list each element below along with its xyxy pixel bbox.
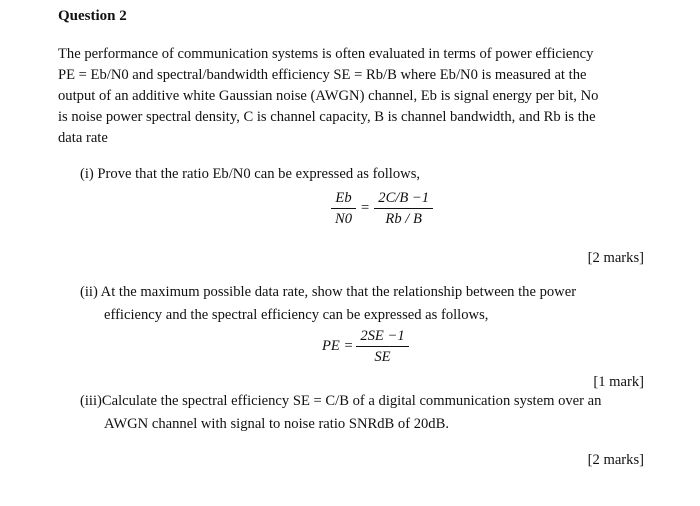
n0-denominator: N0 <box>335 211 353 227</box>
part-i-marks: [2 marks] <box>587 250 644 266</box>
pe-lhs: PE = <box>322 338 354 354</box>
intro-line-1: The performance of communication systems is often evaluated in terms of power efficiency <box>58 46 594 62</box>
pe-denominator: SE <box>374 349 391 365</box>
intro-line-2: PE = Eb/N0 and spectral/bandwidth efficiency SE = Rb/B where Eb/N0 is measured at the <box>58 67 587 83</box>
equals-sign: = <box>361 200 370 216</box>
part-ii-equation <box>322 328 412 365</box>
rhs-denominator: Rb / B <box>385 211 422 227</box>
part-i-text: (i) Prove that the ratio Eb/N0 can be expressed as follows, <box>80 166 421 182</box>
eb-n0-fraction <box>331 190 356 227</box>
eb-numerator: Eb <box>331 190 355 209</box>
part-iii-marks: [2 marks] <box>587 452 644 468</box>
intro-line-5: data rate <box>58 130 108 146</box>
part-ii-marks: [1 mark] <box>593 374 644 390</box>
intro-paragraph <box>58 44 645 149</box>
part-ii-line-2: efficiency and the spectral efficiency can be expressed as follows, <box>104 307 489 323</box>
pe-numerator: 2SE −1 <box>356 328 408 347</box>
intro-line-3: output of an additive white Gaussian noise (AWGN) channel, Eb is signal energy per bit, No <box>58 88 599 104</box>
part-iii-line-2: AWGN channel with signal to noise ratio SNRdB of 20dB. <box>104 416 449 432</box>
pe-fraction <box>356 328 408 365</box>
rhs-numerator: 2C/B −1 <box>374 190 433 209</box>
part-iii-line-1: (iii)Calculate the spectral efficiency SE = C/B of a digital communication system over an <box>80 393 602 409</box>
part-i-equation <box>328 190 436 227</box>
intro-line-4: is noise power spectral density, C is channel capacity, B is channel bandwidth, and Rb is the <box>58 109 596 125</box>
question-title: Question 2 <box>58 8 127 24</box>
rhs-fraction <box>374 190 433 227</box>
part-ii-line-1: (ii) At the maximum possible data rate, show that the relationship between the power <box>80 284 577 300</box>
